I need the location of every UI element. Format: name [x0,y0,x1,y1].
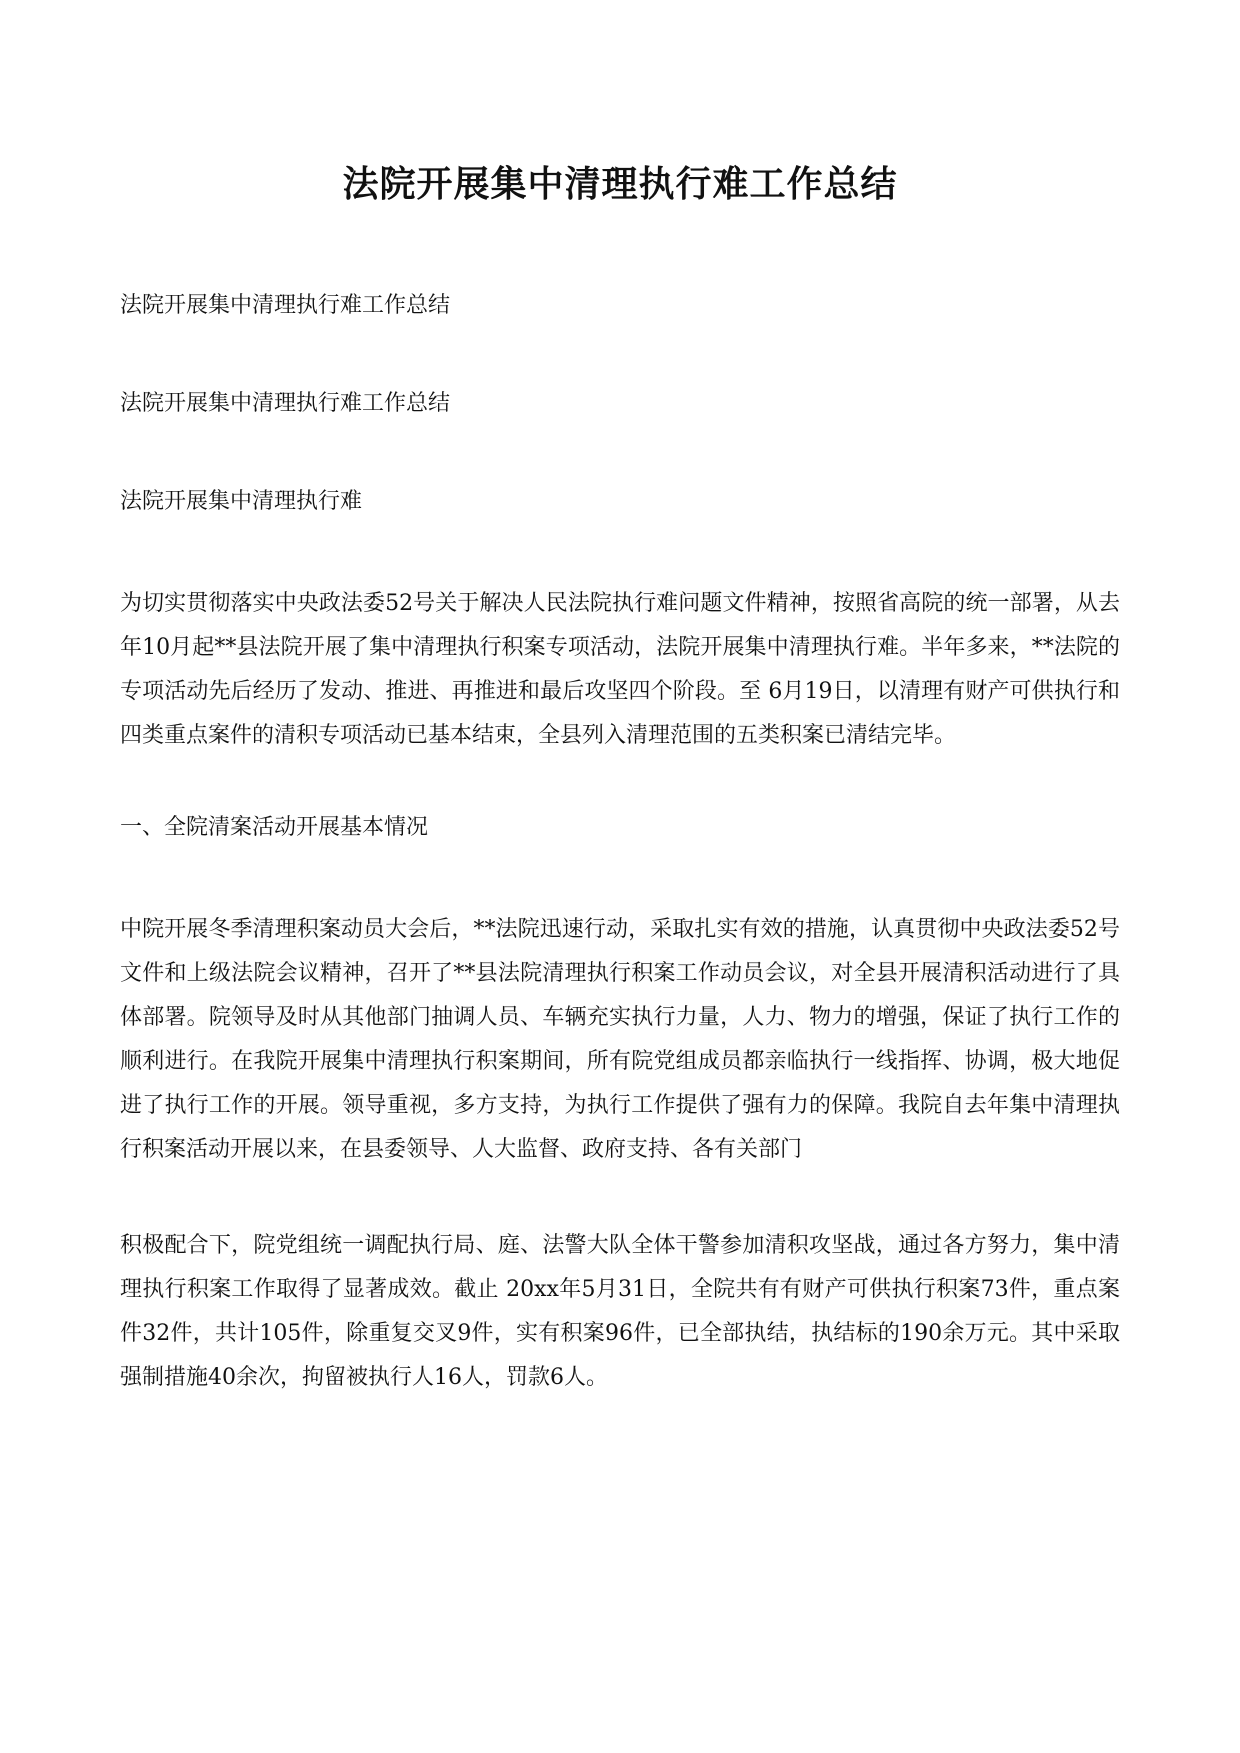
subtitle-line-2: 法院开展集中清理执行难工作总结 [120,391,451,416]
intro-paragraph: 为切实贯彻落实中央政法委52号关于解决人民法院执行难问题文件精神，按照省高院的统一部署，从去年10月起**县法院开展了集中清理执行积案专项活动，法院开展集中清理执行难。半年多来，**法院的专项活动先后经历了发动、推进、再推进和最后攻坚四个阶段。至 6月19日，以清理有财产可供执行和四类重点案件的清积专项活动已基本结束，全县列入清理范围的五类积案已清结完毕。 [120,591,1120,748]
section-1-paragraph-2: 积极配合下，院党组统一调配执行局、庭、法警大队全体干警参加清积攻坚战，通过各方努力，集中清理执行积案工作取得了显著成效。截止 20xx年5月31日，全院共有有财产可供执行积案73件，重点案件32件，共计105件，除重复交叉9件，实有积案96件，已全部执结，执结标的190余万元。其中采取强制措施40余次，拘留被执行人16人，罚款6人。 [120,1233,1120,1390]
subtitle-line-1: 法院开展集中清理执行难工作总结 [120,293,451,318]
section-1-heading: 一、全院清案活动开展基本情况 [120,815,429,840]
section-1-paragraph-1: 中院开展冬季清理积案动员大会后，**法院迅速行动，采取扎实有效的措施，认真贯彻中央政法委52号文件和上级法院会议精神，召开了**县法院清理执行积案工作动员会议，对全县开展清积活动进行了具体部署。院领导及时从其他部门抽调人员、车辆充实执行力量，人力、物力的增强，保证了执行工作的顺利进行。在我院开展集中清理执行积案期间，所有院党组成员都亲临执行一线指挥、协调，极大地促进了执行工作的开展。领导重视，多方支持，为执行工作提供了强有力的保障。我院自去年集中清理执行积案活动开展以来，在县委领导、人大监督、政府支持、各有关部门 [120,917,1120,1162]
document-title: 法院开展集中清理执行难工作总结 [342,163,898,205]
subtitle-line-3: 法院开展集中清理执行难 [120,489,363,514]
document-body [120,288,1120,1452]
